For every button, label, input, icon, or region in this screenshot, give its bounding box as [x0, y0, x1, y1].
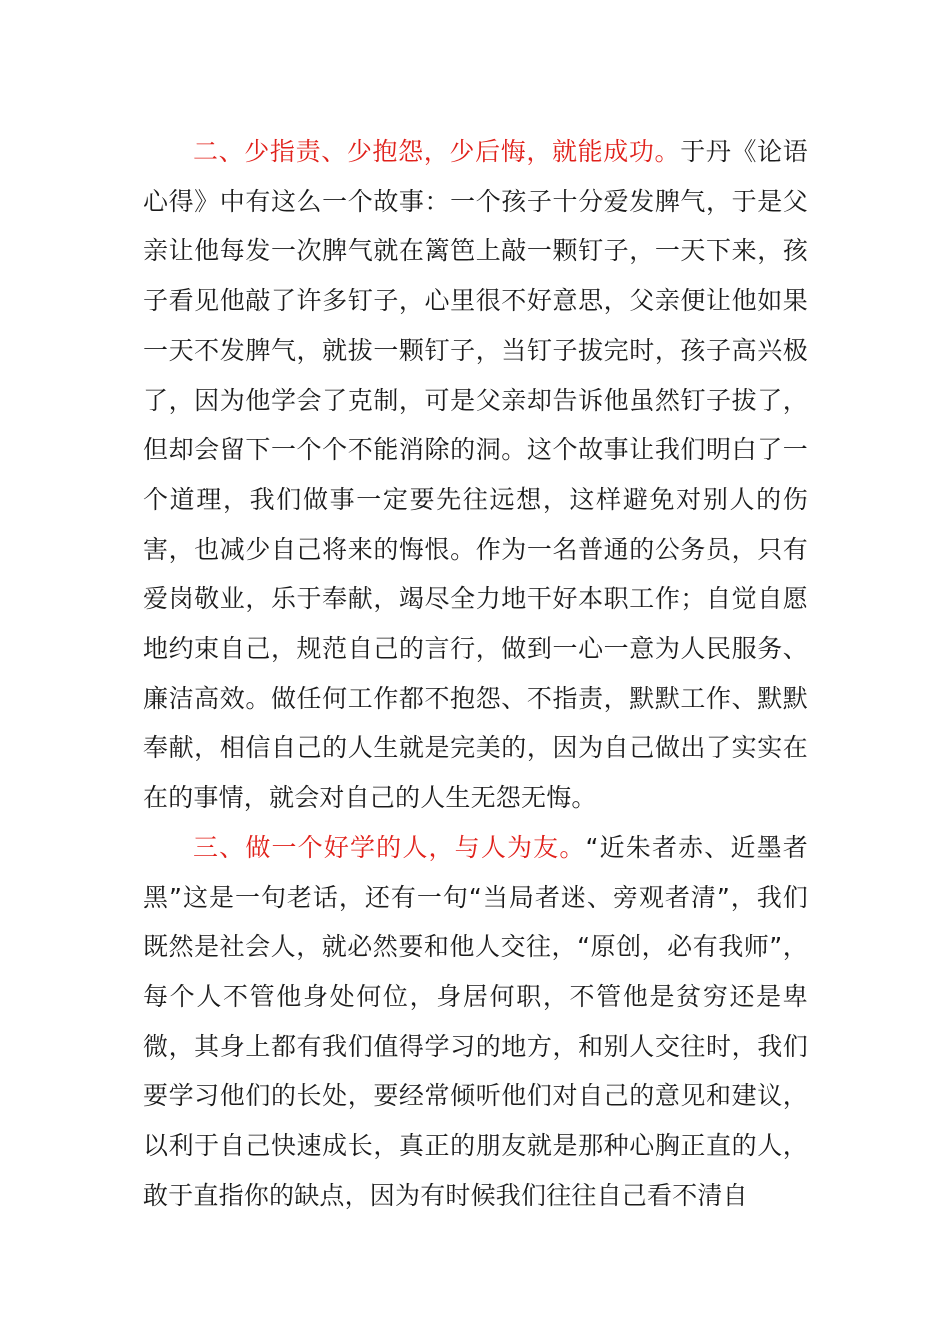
section-two-body: 于丹《论语心得》中有这么一个故事：一个孩子十分爱发脾气，于是父亲让他每发一次脾气就在篱笆上敲一颗钉子，一天下来，孩子看见他敲了许多钉子，心里很不好意思，父亲便让他如果一天不发脾气，就拔一颗钉子，当钉子拔完时，孩子高兴极了，因为他学会了克制，可是父亲却告诉他虽然钉子拔了，但却会留下一个个不能消除的洞。这个故事让我们明白了一个道理，我们做事一定要先往远想，这样避免对别人的伤害，也减少自己将来的悔恨。作为一名普通的公务员，只有爱岗敬业，乐于奉献，竭尽全力地干好本职工作；自觉自愿地约束自己，规范自己的言行，做到一心一意为人民服务、廉洁高效。做任何工作都不抱怨、不指责，默默工作、默默奉献，相信自己的人生就是完美的，因为自己做出了实实在在的事情，就会对自己的人生无怨无悔。: [143, 137, 808, 813]
section-three-body: “近朱者赤、近墨者黑”这是一句老话，还有一句“当局者迷、旁观者清”，我们既然是社会人，就必然要和他人交往，“原创，必有我师”，每个人不管他身处何位，身居何职，不管他是贫穷还是卑微，其身上都有我们值得学习的地方，和别人交往时，我们要学习他们的长处，要经常倾听他们对自己的意见和建议，以利于自己快速成长，真正的朋友就是那种心胸正直的人，敢于直指你的缺点，因为有时候我们往往自己看不清自: [143, 832, 808, 1210]
paragraph-section-three: [143, 823, 808, 1221]
document-body: [143, 127, 808, 1220]
section-three-heading: 三、做一个好学的人，与人为友。: [193, 832, 586, 862]
section-two-heading: 二、少指责、少抱怨，少后悔，就能成功。: [193, 137, 681, 166]
paragraph-section-two: [143, 127, 808, 823]
